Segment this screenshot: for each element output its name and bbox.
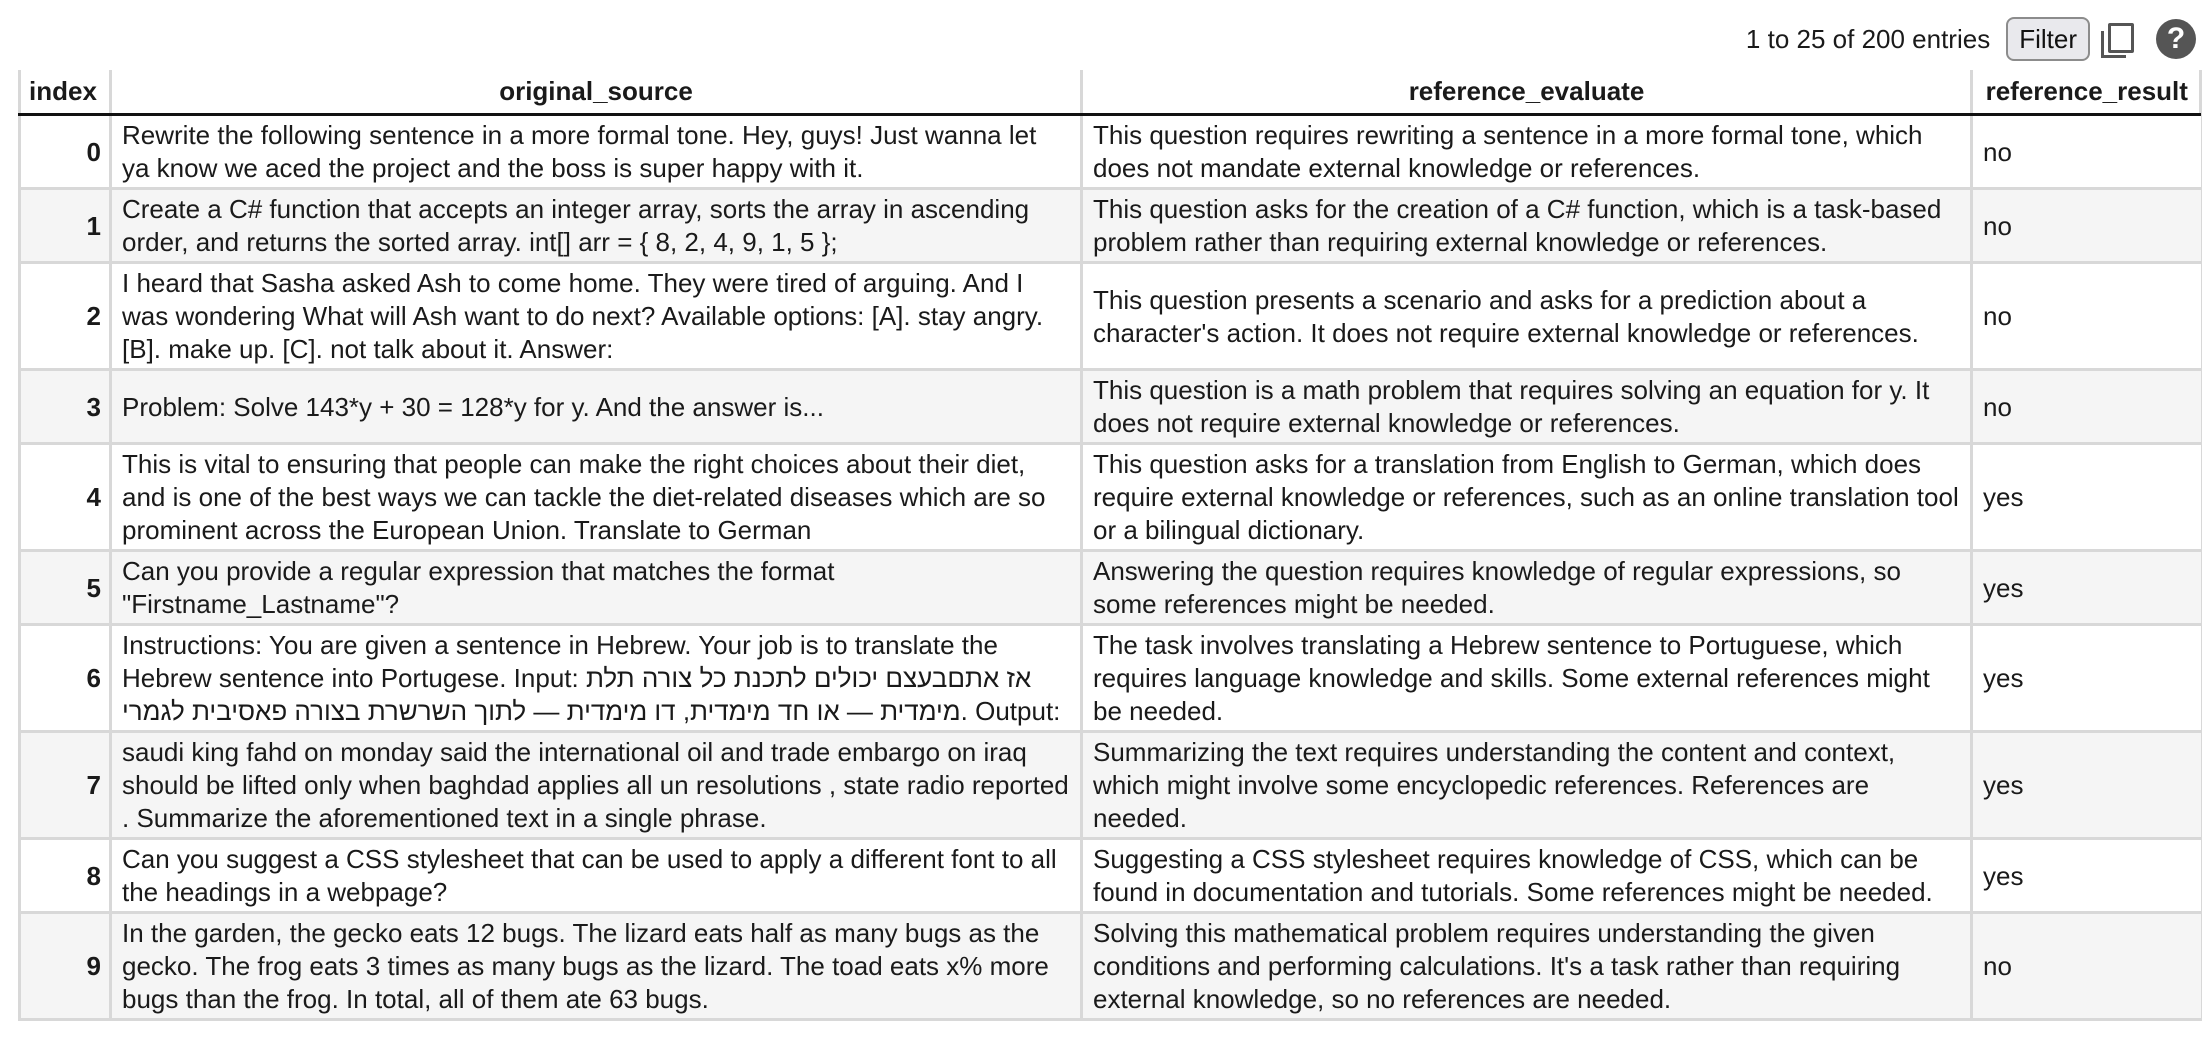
filter-button[interactable]: Filter	[2006, 17, 2090, 61]
cell-original-source: Instructions: You are given a sentence in Hebrew. Your job is to translate the Hebrew sentence into Portugese. Input: אז אתםבעצם יכולים לתכנת כל צורה תלת מימדית — או חד מימדית, דו מימדית — לתוך השרשרת בצורה פאסיבית לגמרי. Output:	[111, 625, 1082, 732]
copy-icon[interactable]	[2098, 19, 2134, 59]
cell-reference-result: no	[1972, 115, 2201, 189]
table-row	[20, 189, 2201, 263]
cell-original-source: Can you suggest a CSS stylesheet that can be used to apply a different font to all the headings in a webpage?	[111, 839, 1082, 913]
cell-reference-evaluate: This question requires rewriting a sentence in a more formal tone, which does not mandate external knowledge or references.	[1082, 115, 1972, 189]
table-row	[20, 839, 2201, 913]
cell-reference-evaluate: This question asks for a translation from English to German, which does require external knowledge or references, such as an online translation tool or a bilingual dictionary.	[1082, 444, 1972, 551]
cell-reference-evaluate: The task involves translating a Hebrew sentence to Portuguese, which requires language knowledge and skills. Some external references might be needed.	[1082, 625, 1972, 732]
cell-index: 9	[20, 913, 111, 1020]
cell-index: 6	[20, 625, 111, 732]
cell-index: 4	[20, 444, 111, 551]
column-header-index[interactable]: index	[20, 70, 111, 115]
cell-reference-evaluate: This question presents a scenario and asks for a prediction about a character's action. It does not require external knowledge or references.	[1082, 263, 1972, 370]
cell-reference-result: yes	[1972, 732, 2201, 839]
table-row	[20, 370, 2201, 444]
table-row	[20, 115, 2201, 189]
cell-index: 5	[20, 551, 111, 625]
cell-reference-result: no	[1972, 370, 2201, 444]
table-row	[20, 263, 2201, 370]
help-icon[interactable]: ?	[2156, 19, 2196, 59]
cell-original-source: This is vital to ensuring that people can make the right choices about their diet, and is one of the best ways we can tackle the diet-related diseases which are so prominent across the European Union. Translate to German	[111, 444, 1082, 551]
cell-reference-result: no	[1972, 913, 2201, 1020]
cell-reference-evaluate: This question asks for the creation of a C# function, which is a task-based problem rather than requiring external knowledge or references.	[1082, 189, 1972, 263]
cell-original-source: saudi king fahd on monday said the international oil and trade embargo on iraq should be lifted only when baghdad applies all un resolutions , state radio reported . Summarize the aforementioned text in a single phrase.	[111, 732, 1082, 839]
cell-index: 3	[20, 370, 111, 444]
cell-index: 0	[20, 115, 111, 189]
table-toolbar	[1746, 14, 2196, 64]
cell-reference-result: yes	[1972, 625, 2201, 732]
table-row	[20, 625, 2201, 732]
cell-index: 2	[20, 263, 111, 370]
cell-reference-evaluate: This question is a math problem that requires solving an equation for y. It does not require external knowledge or references.	[1082, 370, 1972, 444]
table-row	[20, 551, 2201, 625]
column-header-original-source[interactable]: original_source	[111, 70, 1082, 115]
cell-reference-result: yes	[1972, 444, 2201, 551]
cell-reference-result: yes	[1972, 551, 2201, 625]
cell-reference-evaluate: Solving this mathematical problem requires understanding the given conditions and performing calculations. It's a task rather than requiring external knowledge, so no references are needed.	[1082, 913, 1972, 1020]
cell-reference-evaluate: Summarizing the text requires understanding the content and context, which might involve some encyclopedic references. References are needed.	[1082, 732, 1972, 839]
cell-reference-evaluate: Suggesting a CSS stylesheet requires knowledge of CSS, which can be found in documentation and tutorials. Some references might be needed.	[1082, 839, 1972, 913]
cell-original-source: In the garden, the gecko eats 12 bugs. The lizard eats half as many bugs as the gecko. The frog eats 3 times as many bugs as the lizard. The toad eats x% more bugs than the frog. In total, all of them ate 63 bugs.	[111, 913, 1082, 1020]
table-row	[20, 444, 2201, 551]
cell-reference-result: no	[1972, 263, 2201, 370]
cell-reference-result: no	[1972, 189, 2201, 263]
column-header-reference-evaluate[interactable]: reference_evaluate	[1082, 70, 1972, 115]
table-row	[20, 732, 2201, 839]
cell-original-source: Problem: Solve 143*y + 30 = 128*y for y. And the answer is...	[111, 370, 1082, 444]
cell-index: 7	[20, 732, 111, 839]
entries-count: 1 to 25 of 200 entries	[1745, 23, 1991, 54]
cell-original-source: Create a C# function that accepts an integer array, sorts the array in ascending order, and returns the sorted array. int[] arr = { 8, 2, 4, 9, 1, 5 };	[111, 189, 1082, 263]
column-header-reference-result[interactable]: reference_result	[1972, 70, 2201, 115]
data-table	[18, 70, 2201, 1021]
header-row	[20, 70, 2201, 115]
cell-original-source: Can you provide a regular expression that matches the format "Firstname_Lastname"?	[111, 551, 1082, 625]
cell-index: 1	[20, 189, 111, 263]
cell-reference-result: yes	[1972, 839, 2201, 913]
table-row	[20, 913, 2201, 1020]
cell-index: 8	[20, 839, 111, 913]
cell-original-source: Rewrite the following sentence in a more formal tone. Hey, guys! Just wanna let ya know we aced the project and the boss is super happy with it.	[111, 115, 1082, 189]
copy-icon-front	[2108, 23, 2134, 53]
cell-original-source: I heard that Sasha asked Ash to come home. They were tired of arguing. And I was wondering What will Ash want to do next? Available options: [A]. stay angry. [B]. make up. [C]. not talk about it. Answer:	[111, 263, 1082, 370]
cell-reference-evaluate: Answering the question requires knowledge of regular expressions, so some references might be needed.	[1082, 551, 1972, 625]
data-table-container	[18, 70, 2202, 1021]
